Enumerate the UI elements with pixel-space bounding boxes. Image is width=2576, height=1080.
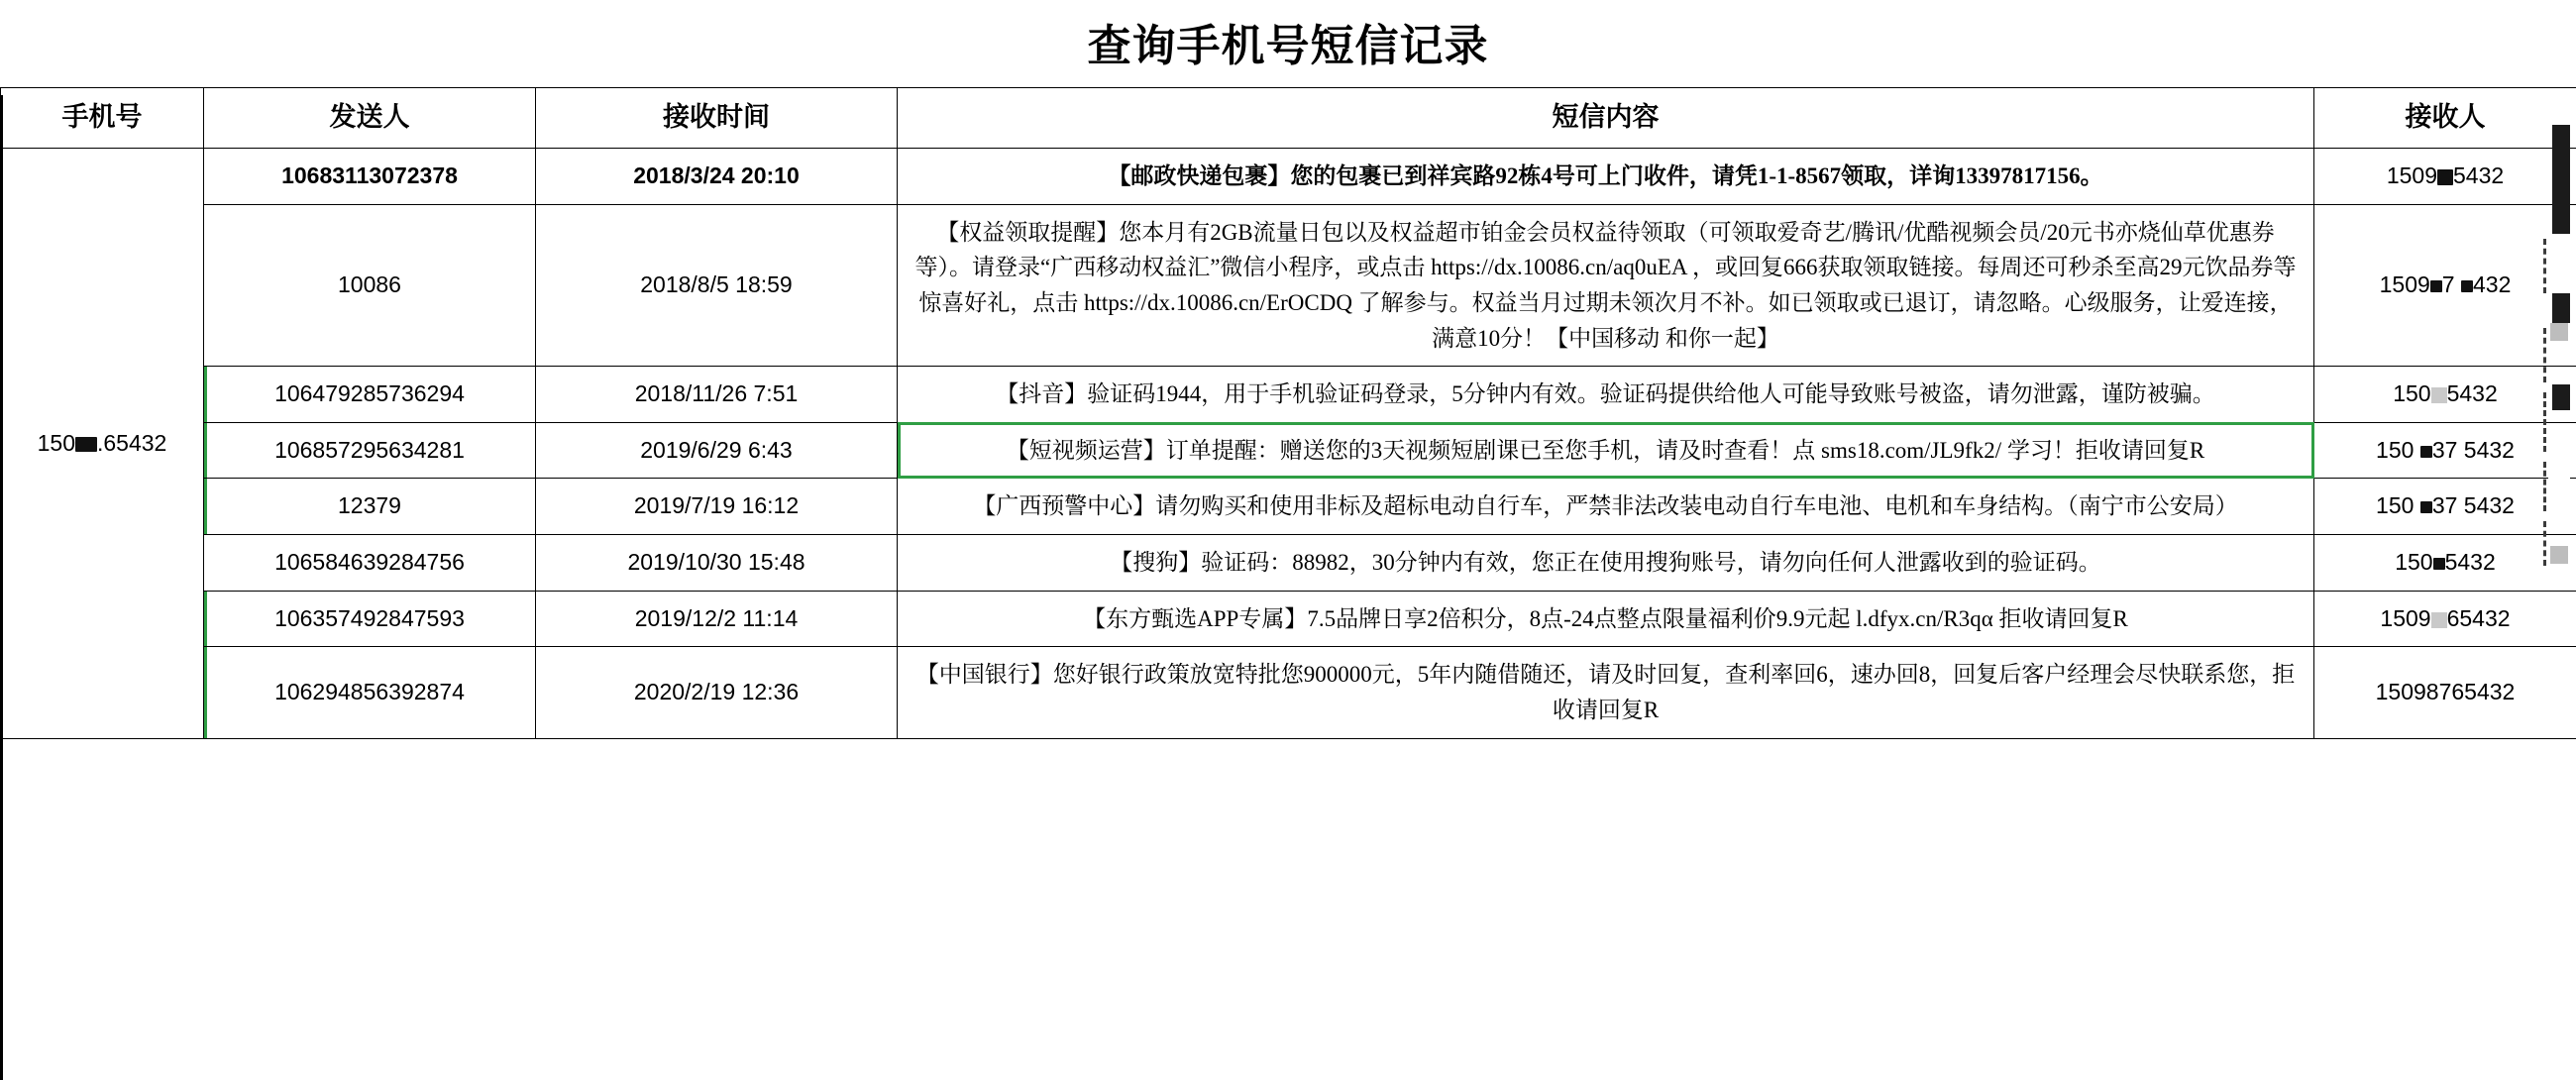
redaction-block <box>2431 612 2447 628</box>
receiver-cell: 150 5432 <box>2314 367 2576 423</box>
redaction-block <box>2461 280 2473 292</box>
redaction-block <box>2431 387 2447 403</box>
table-header <box>1 88 2576 149</box>
table-row-selected[interactable] <box>1 422 2576 479</box>
redaction-block <box>2420 501 2432 513</box>
table-row[interactable] <box>1 591 2576 647</box>
column-header-phone: 手机号 <box>1 88 204 149</box>
time-cell: 2019/6/29 6:43 <box>536 422 898 479</box>
phone-number-cell <box>1 149 204 739</box>
sender-cell: 10683113072378 <box>204 149 536 205</box>
receiver-cell: 1509 5432 <box>2314 149 2576 205</box>
receiver-cell: 150 5432 <box>2314 535 2576 592</box>
sms-records-table <box>0 87 2576 739</box>
page-title: 查询手机号短信记录 <box>1087 22 1489 70</box>
receiver-cell: 150 37 5432 <box>2314 422 2576 479</box>
redaction-block <box>2420 446 2432 458</box>
sender-cell: 106294856392874 <box>204 647 536 738</box>
time-cell: 2020/2/19 12:36 <box>536 647 898 738</box>
table-body <box>1 149 2576 739</box>
column-header-sender: 发送人 <box>204 88 536 149</box>
time-cell: 2018/11/26 7:51 <box>536 367 898 423</box>
content-cell: 【抖音】验证码1944，用于手机验证码登录，5分钟内有效。验证码提供给他人可能导致账号被盗，请勿泄露，谨防被骗。 <box>898 367 2314 423</box>
phone-number-text-2: .65432 <box>97 429 167 456</box>
sender-cell: 106479285736294 <box>204 367 536 423</box>
receiver-cell: 150 37 5432 <box>2314 479 2576 535</box>
column-header-time: 接收时间 <box>536 88 898 149</box>
content-cell: 【广西预警中心】请勿购买和使用非标及超标电动自行车，严禁非法改装电动自行车电池、电机和车身结构。（南宁市公安局） <box>898 479 2314 535</box>
receiver-cell: 1509 65432 <box>2314 591 2576 647</box>
table-row[interactable] <box>1 535 2576 592</box>
column-header-content: 短信内容 <box>898 88 2314 149</box>
sender-cell: 106357492847593 <box>204 591 536 647</box>
content-cell: 【权益领取提醒】您本月有2GB流量日包以及权益超市铂金会员权益待领取（可领取爱奇艺/腾讯/优酷视频会员/20元书亦烧仙草优惠券等）。请登录“广西移动权益汇”微信小程序，或点击 https://dx.10086.cn/aq0uEA ，或回复666获取领取链接。每周还可秒杀至高29元饮品券等惊喜好礼，点击 https://dx.10086.cn/ErOCDQ 了解参与。权益当月过期未领次月不补。如已领取或已退订，请忽略。心级服务，让爱连接，满意10分！【中国移动 和你一起】 <box>898 204 2314 367</box>
table-row[interactable] <box>1 367 2576 423</box>
redaction-block <box>2430 280 2442 292</box>
table-row[interactable] <box>1 647 2576 738</box>
redaction-block <box>2433 558 2445 570</box>
redaction-block <box>75 437 97 452</box>
receiver-cell: 1509 7 432 <box>2314 204 2576 367</box>
column-header-receiver: 接收人 <box>2314 88 2576 149</box>
table-row[interactable] <box>1 204 2576 367</box>
content-cell: 【搜狗】验证码：88982，30分钟内有效，您正在使用搜狗账号，请勿向任何人泄露收到的验证码。 <box>898 535 2314 592</box>
sender-cell: 10086 <box>204 204 536 367</box>
receiver-cell: 15098765432 <box>2314 647 2576 738</box>
time-cell: 2019/7/19 16:12 <box>536 479 898 535</box>
table-left-edge <box>0 95 3 1080</box>
table-row[interactable] <box>1 479 2576 535</box>
table-header-row <box>1 88 2576 149</box>
content-cell: 【短视频运营】订单提醒：赠送您的3天视频短剧课已至您手机，请及时查看！点 sms18.com/JL9fk2/ 学习！拒收请回复R <box>898 422 2314 479</box>
content-cell: 【邮政快递包裹】您的包裹已到祥宾路92栋4号可上门收件，请凭1-1-8567领取，详询13397817156。 <box>898 149 2314 205</box>
table-row[interactable] <box>1 149 2576 205</box>
time-cell: 2018/8/5 18:59 <box>536 204 898 367</box>
time-cell: 2019/12/2 11:14 <box>536 591 898 647</box>
time-cell: 2018/3/24 20:10 <box>536 149 898 205</box>
phone-number-text: 150 <box>37 429 75 456</box>
content-cell: 【中国银行】您好银行政策放宽特批您900000元，5年内随借随还，请及时回复，查利率回6，速办回8，回复后客户经理会尽快联系您，拒收请回复R <box>898 647 2314 738</box>
content-cell: 【东方甄选APP专属】7.5品牌日享2倍积分，8点-24点整点限量福利价9.9元起 l.dfyx.cn/R3qα 拒收请回复R <box>898 591 2314 647</box>
sender-cell: 106857295634281 <box>204 422 536 479</box>
sender-cell: 12379 <box>204 479 536 535</box>
time-cell: 2019/10/30 15:48 <box>536 535 898 592</box>
sender-cell: 106584639284756 <box>204 535 536 592</box>
redaction-block <box>2437 169 2453 185</box>
